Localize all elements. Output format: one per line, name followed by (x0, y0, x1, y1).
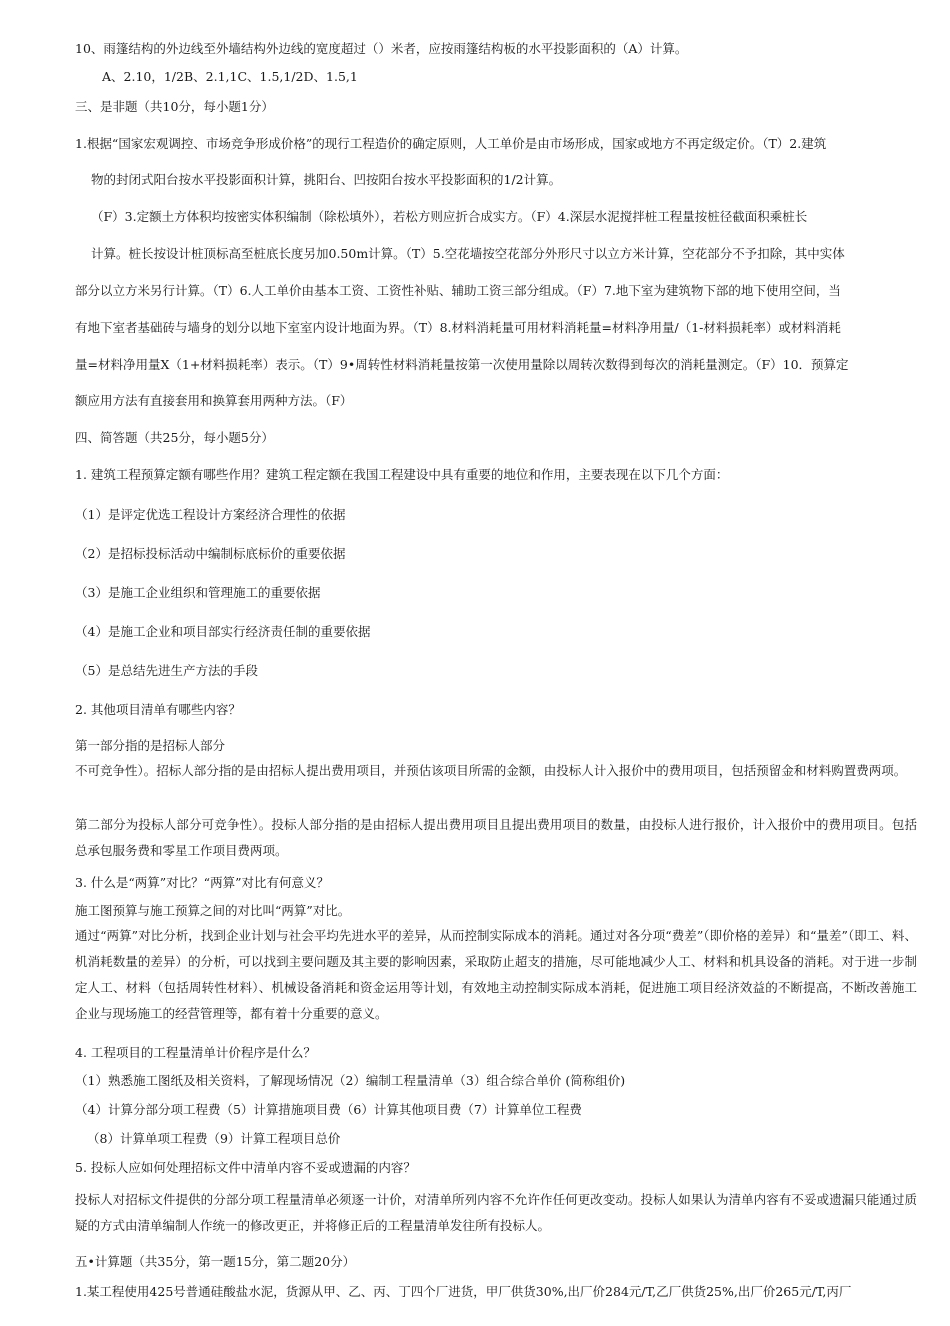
question-10-options: A、2.10，1/2B、2.1,1C、1.5,1/2D、1.5,1 (102, 69, 358, 84)
q4-steps-line-2: （4）计算分部分项工程费（5）计算措施项目费（6）计算其他项目费（7）计算单位工程费 (75, 1102, 582, 1117)
q4-steps-line-3: （8）计算单项工程费（9）计算工程项目总价 (87, 1131, 341, 1146)
true-false-line-4: 计算。桩长按设计桩顶标高至桩底长度另加0.50m计算。（T）5.空花墙按空花部分外形尺寸以立方米计算，空花部分不予扣除，其中实体 (91, 246, 845, 261)
q1-item: （2）是招标投标活动中编制标底标价的重要依据 (75, 546, 346, 561)
short-answer-q1: 1. 建筑工程预算定额有哪些作用？建筑工程定额在我国工程建设中具有重要的地位和作用，主要表现在以下几个方面： (75, 467, 729, 482)
true-false-line-2: 物的封闭式阳台按水平投影面积计算，挑阳台、凹按阳台按水平投影面积的1/2计算。 (91, 172, 562, 187)
q2-answer-1: 第一部分指的是招标人部分 (75, 738, 226, 753)
true-false-line-3: （F）3.定额土方体积均按密实体积编制（除松填外），若松方则应折合成实方。（F）4.深层水泥搅拌桩工程量按桩径截面积乘桩长 (91, 209, 808, 224)
short-answer-q2: 2. 其他项目清单有哪些内容？ (75, 702, 241, 717)
q1-item: （5）是总结先进生产方法的手段 (75, 663, 258, 678)
section-3-title: 三、是非题（共10分，每小题1分） (75, 99, 274, 114)
q1-item: （1）是评定优选工程设计方案经济合理性的依据 (75, 507, 346, 522)
q2-answer-2: 不可竞争性）。招标人部分指的是由招标人提出费用项目，并预估该项目所需的金额，由投标人计入报价中的费用项目，包括预留金和材料购置费两项。 (75, 763, 907, 778)
q1-item: （3）是施工企业组织和管理施工的重要依据 (75, 585, 321, 600)
short-answer-q5: 5. 投标人应如何处理招标文件中清单内容不妥或遗漏的内容？ (75, 1160, 416, 1175)
q3-answer-2: 通过“两算”对比分析，找到企业计划与社会平均先进水平的差异，从而控制实际成本的消耗。通过对各分项“费差”（即价格的差异）和“量差”（即工、料、机消耗数量的差异）的分析，可以找到主要问题及其主要的影响因素，采取防止超支的措施，尽可能地减少人工、材料和机具设备的消耗。对于进一步制定人工、材料（包括周转性材料）、机械设备消耗和资金运用等计划，有效地主动控制实际成本消耗，促进施工项目经济效益的不断提高，不断改善施工企业与现场施工的经营管理等，都有着十分重要的意义。 (75, 928, 917, 1021)
section-5-title: 五•计算题（共35分，第一题15分，第二题20分） (75, 1254, 356, 1269)
q2-answer-3: 第二部分为投标人部分可竞争性）。投标人部分指的是由招标人提出费用项目且提出费用项目的数量，由投标人进行报价，计入报价中的费用项目。包括总承包服务费和零星工作项目费两项。 (75, 817, 917, 858)
q3-answer-1: 施工图预算与施工预算之间的对比叫“两算”对比。 (75, 903, 351, 918)
true-false-line-5: 部分以立方米另行计算。（T）6.人工单价由基本工资、工资性补贴、辅助工资三部分组成。（F）7.地下室为建筑物下部的地下使用空间，当 (75, 283, 841, 298)
true-false-line-6: 有地下室者基础砖与墙身的划分以地下室室内设计地面为界。（T）8.材料消耗量可用材料消耗量=材料净用量/（1-材料损耗率）或材料消耗 (75, 320, 841, 335)
true-false-line-1: 1.根据“国家宏观调控、市场竞争形成价格”的现行工程造价的确定原则，人工单价是由市场形成，国家或地方不再定级定价。（T）2.建筑 (75, 136, 827, 151)
question-10: 10、雨篷结构的外边线至外墙结构外边线的宽度超过（）米者，应按雨篷结构板的水平投影面积的（A）计算。 (75, 41, 688, 56)
short-answer-q4: 4. 工程项目的工程量清单计价程序是什么？ (75, 1045, 316, 1060)
q1-item: （4）是施工企业和项目部实行经济责任制的重要依据 (75, 624, 371, 639)
true-false-line-7: 量=材料净用量X（1+材料损耗率）表示。（T）9•周转性材料消耗量按第一次使用量除以周转次数得到每次的消耗量测定。（F）10．预算定 (75, 357, 849, 372)
short-answer-q3: 3. 什么是“两算”对比？“两算”对比有何意义？ (75, 875, 329, 890)
q5-answer: 投标人对招标文件提供的分部分项工程量清单必须逐一计价，对清单所列内容不允许作任何更改变动。投标人如果认为清单内容有不妥或遗漏只能通过质疑的方式由清单编制人作统一的修改更正，并将修正后的工程量清单发往所有投标人。 (75, 1192, 917, 1233)
true-false-line-8: 额应用方法有直接套用和换算套用两种方法。（F） (75, 393, 353, 408)
section-4-title: 四、简答题（共25分，每小题5分） (75, 430, 274, 445)
q4-steps-line-1: （1）熟悉施工图纸及相关资料，了解现场情况（2）编制工程量清单（3）组合综合单价 (简称组价) (75, 1073, 626, 1088)
calc-question-1: 1.某工程使用425号普通硅酸盐水泥，货源从甲、乙、丙、丁四个厂进货，甲厂供货30%,出厂价284元/T,乙厂供货25%,出厂价265元/T,丙厂 (75, 1284, 852, 1299)
